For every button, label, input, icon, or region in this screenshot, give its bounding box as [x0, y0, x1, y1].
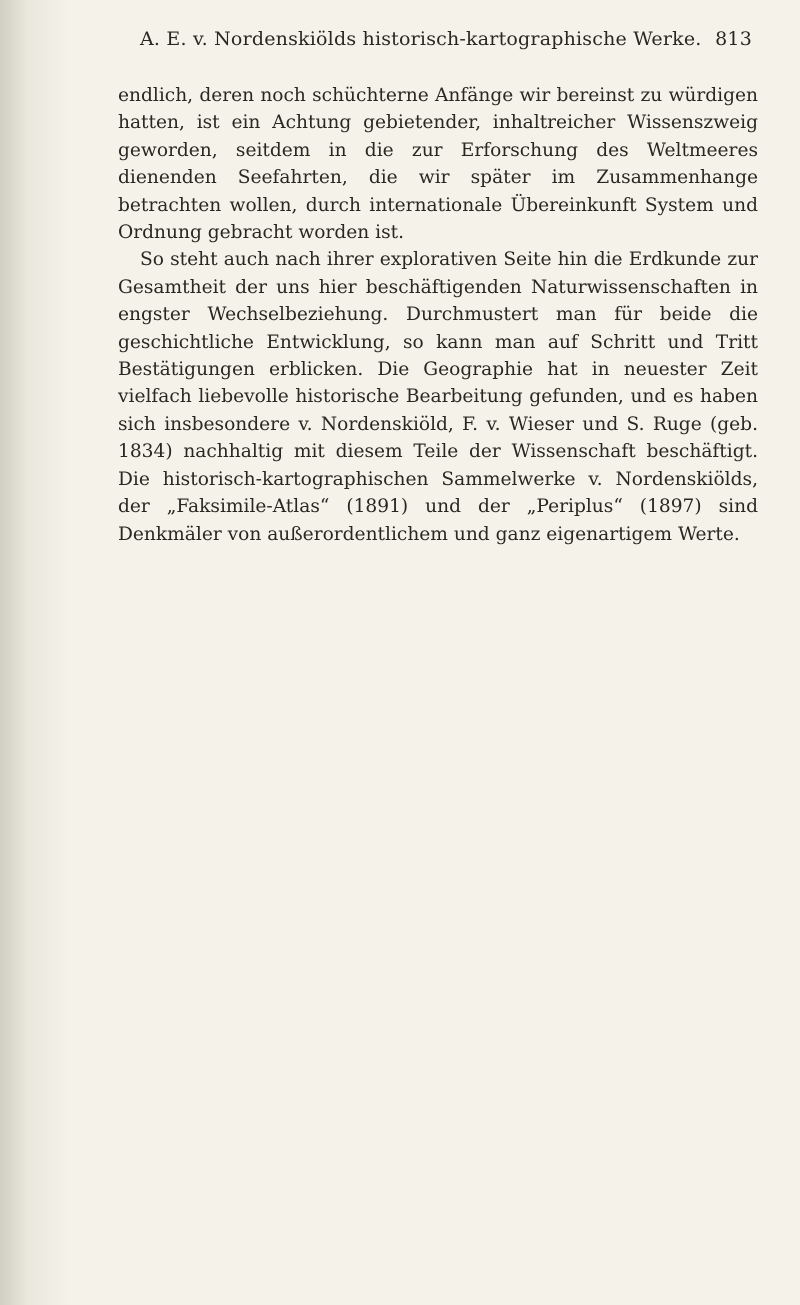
- page-number: 813: [715, 28, 752, 50]
- body-text: [118, 82, 758, 548]
- paragraph-2: So steht auch nach ihrer explorativen Seite hin die Erdkunde zur Gesamtheit der uns hier beschäftigenden Naturwissenschaften in engster Wechselbeziehung. Durchmustert man für beide die geschichtliche Entwicklung, so kann man auf Schritt und Tritt Bestätigungen erblicken. Die Geographie hat in neuester Zeit vielfach liebevolle historische Bearbeitung gefunden, und es haben sich insbesondere v. Nordenskiöld, F. v. Wieser und S. Ruge (geb. 1834) nachhaltig mit diesem Teile der Wissenschaft beschäftigt. Die historisch-kartographischen Sammelwerke v. Nordenskiölds, der „Faksimile-Atlas“ (1891) und der „Periplus“ (1897) sind Denkmäler von außerordentlichem und ganz eigenartigem Werte.: [118, 249, 758, 545]
- running-title: A. E. v. Nordenskiölds historisch-kartographische Werke.: [140, 28, 702, 50]
- page-header: [140, 28, 752, 58]
- paragraph-1: endlich, deren noch schüchterne Anfänge wir bereinst zu würdigen hatten, ist ein Achtung gebietender, inhaltreicher Wissenszweig geworden, seitdem in die zur Erforschung des Weltmeeres dienenden Seefahrten, die wir später im Zusammenhange betrachten wollen, durch internationale Übereinkunft System und Ordnung gebracht worden ist.: [118, 85, 758, 244]
